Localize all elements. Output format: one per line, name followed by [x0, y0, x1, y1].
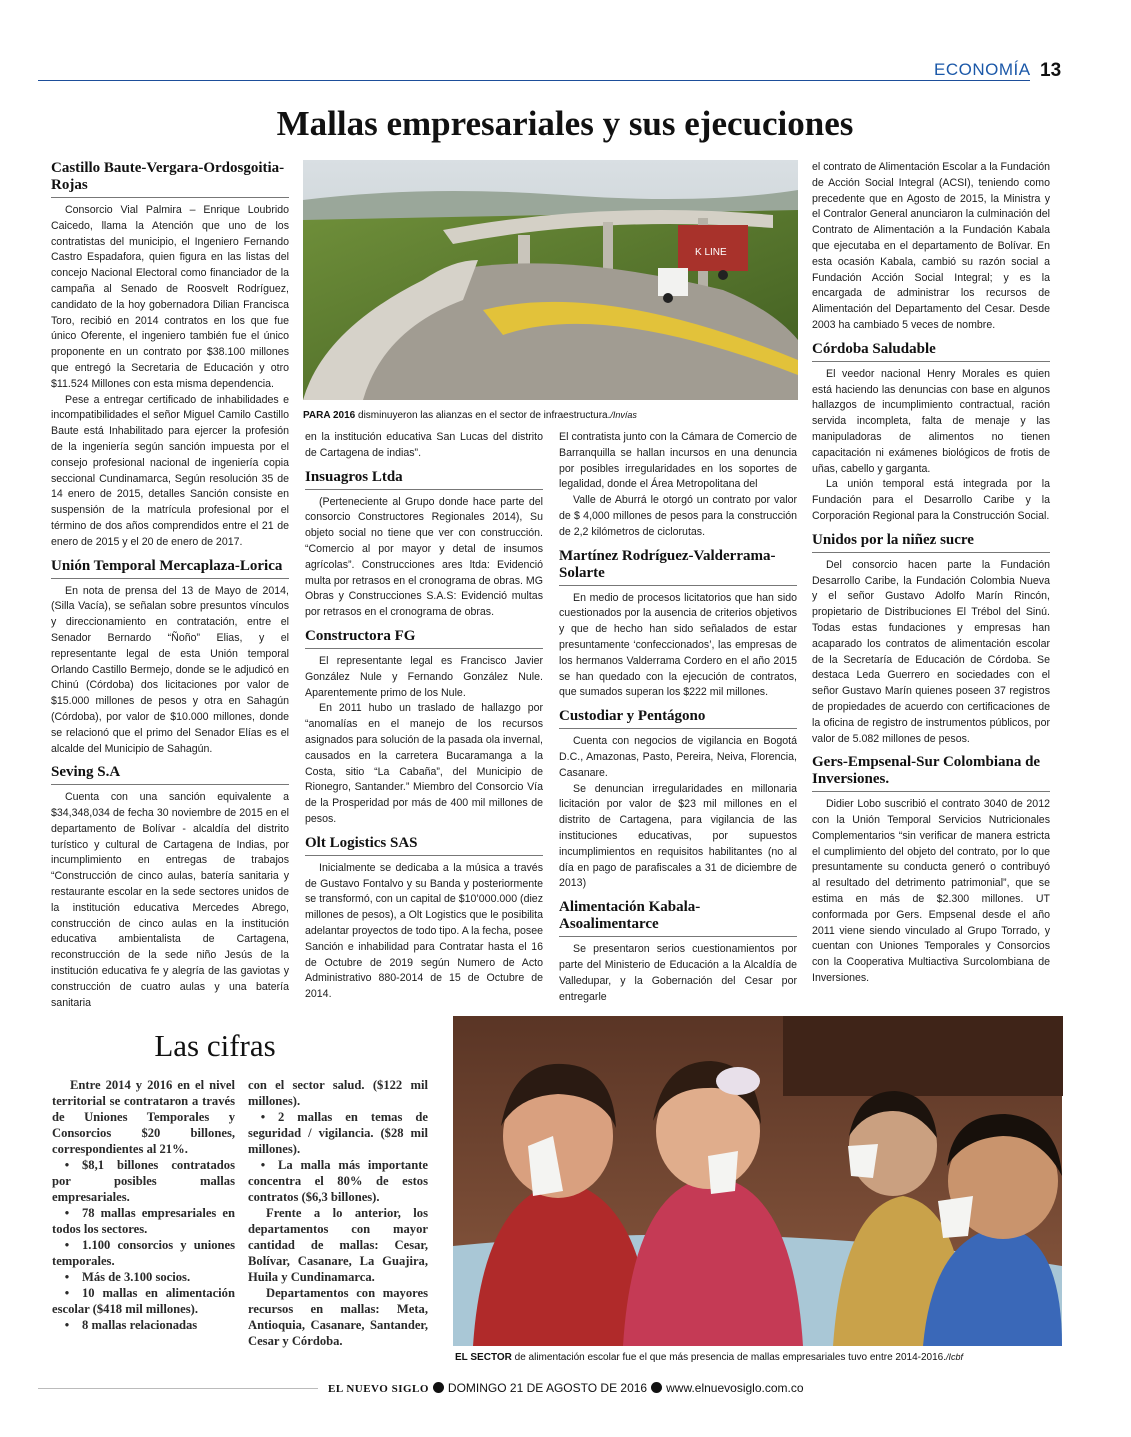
- cifras-item: • La malla más importante concentra el 80% de estos contratos ($6,3 billones).: [248, 1158, 428, 1204]
- footer-date: DOMINGO 21 DE AGOSTO DE 2016: [447, 1381, 648, 1395]
- paragraph: Se presentaron serios cuestionamientos por parte del Ministerio de Educación a la Alcaldía de Valledupar, y la Gobernación del Cesar por entregarle: [559, 943, 797, 1003]
- subhead-cordoba: Córdoba Saludable: [812, 341, 1050, 362]
- paragraph: Inicialmente se dedicaba a la música a través de Gustavo Fontalvo y su Banda y posteriormente se transformó, con un capital de $10’000.000 (diez millones de pesos), a Olt Logistics que le posibilita adelantar proyectos de todo tipo. A la fecha, posee Sanción e inhabilidad para Contratar hasta el 16 de Octubre de 2019 según Numero de Acto Administrativo 880-2014 de 15 de Octubre de 2014.: [305, 861, 543, 1001]
- paragraph: Consorcio Vial Palmira – Enrique Loubrido Caicedo, llama la Atención que uno de los contratistas del municipio, el Ingeniero Fernando Castro Espadafora, quien figura en las listas del concejo Nacional Electoral como financiador de la campaña al Senado de Roosvelt Rodríguez, candidato de la hoy gobernadora Dilian Francisca Toro, recibió en 2014 contratos en los que fue único Oferente, el ingeniero también fue el único proponente en un contrato por $38.100 millones que entregó la Secretaria de Educación y otro $11.524 Millones con esta misma dependencia.: [51, 204, 289, 390]
- bullet-icon: [651, 1382, 662, 1393]
- paragraph: Cuenta con negocios de vigilancia en Bogotá D.C., Amazonas, Pasto, Pereira, Neiva, Florencia, Casanare.: [559, 735, 797, 779]
- photo1-caption-credit: /Invías: [610, 410, 637, 420]
- photo2-caption-credit: /Icbf: [946, 1352, 964, 1362]
- section-name: ECONOMÍA: [934, 60, 1031, 79]
- paragraph: Pese a entregar certificado de inhabilidades e incompatibilidades el señor Miguel Camilo Castillo Baute está Inhabilitado para ejercer la profesión de la ingeniería según sanción impuesta por el consejo profesional nacional de ingeniería copia seccional Cundinamarca, Según resolución 35 de 14 enero de 2015, detalles Sanción consiste en suspensión de la matrícula profesional por el término de dos años comprendidos entre el 21 de enero de 2015 y el 20 de enero de 2017.: [51, 393, 289, 548]
- cifras-intro: Entre 2014 y 2016 en el nivel territorial se contrataron a través de Uniones Temporales y Consorcios $20 billones, correspondientes al 21%.: [52, 1078, 235, 1156]
- subhead-seving: Seving S.A: [51, 764, 289, 785]
- photo1-caption-lead: PARA 2016: [303, 410, 356, 421]
- photo2-caption: [455, 1351, 1065, 1364]
- photo-children: [453, 1016, 1062, 1346]
- header-rule: [38, 80, 1030, 81]
- paragraph: el contrato de Alimentación Escolar a la Fundación de Acción Social Integral (ACSI), teniendo como precedente que en Agosto de 2015, la Ministra y el Contralor General anunciaron la culminación del Contrato de Alimentación a la Fundación Kabala que ejecutaba en el departamento de Bolívar. En esta ocasión Kabala, cambió su razón social a Fundación Acción Social Integral; y es la encargada de administrar los recursos de Alimentación del Departamento del Cesar. Desde 2003 ha cambiado 5 veces de nombre.: [812, 161, 1050, 331]
- footer: [328, 1381, 804, 1395]
- subhead-gers: Gers-Empsenal-Sur Colombiana de Inversiones.: [812, 754, 1050, 792]
- paragraph: En medio de procesos licitatorios que han sido cuestionados por la ausencia de criterios objetivos y que de hecho han sido señalados de estar presuntamente ‘confeccionados’, las empresas de los hermanos Valderrama Cordero en el año 2015 se han quedado con la ejecución de contratos, que sumados superan los $222 mil millones.: [559, 591, 797, 699]
- paragraph: La unión temporal está integrada por la Fundación para el Desarrollo Caribe y la Corporación Regional para la Construcción Social.: [812, 478, 1050, 522]
- paragraph: Didier Lobo suscribió el contrato 3040 de 2012 con la Unión Temporal Servicios Nutricionales Complementarios “sin verificar de manera estricta el cumplimiento del objeto del contrato, por lo que presuntamente su conducta generó o contribuyó al resultado del detrimento patrimonial”, que se estima en más de $2.300 millones. UT conformada por Gers. Empsenal desde el año 2011 viene siendo vinculado al Grupo Torrado, y cuentan con Uniones Temporales y Consorcios con la Cooperativa Multiactiva Surcolombiana de Inversiones.: [812, 798, 1050, 985]
- footer-url: www.elnuevosiglo.com.co: [666, 1381, 804, 1395]
- cifras-column-left: [52, 1077, 235, 1357]
- column-3: [559, 430, 797, 1003]
- subhead-unidos: Unidos por la niñez sucre: [812, 532, 1050, 553]
- cifras-continuation: con el sector salud. ($122 mil millones).: [248, 1078, 428, 1108]
- cifras-title: Las cifras: [154, 1028, 276, 1063]
- photo-overpass: [303, 160, 798, 400]
- cifras-item: • $8,1 billones contratados por posibles mallas empresariales.: [52, 1158, 235, 1204]
- subhead-olt-logistics: Olt Logistics SAS: [305, 835, 543, 856]
- column-1: [51, 160, 289, 1009]
- cifras-item: • 10 mallas en alimentación escolar ($418 mil millones).: [52, 1286, 235, 1316]
- cifras-paragraph: Departamentos con mayores recursos en mallas: Meta, Antioquia, Casanare, Santander, Cesar y Córdoba.: [248, 1286, 428, 1348]
- children-photo-art: [453, 1016, 1062, 1346]
- paragraph: En 2011 hubo un traslado de hallazgo por “anomalías en el manejo de los recursos asignados para solución de la pasada ola invernal, causados en la carretera Bucaramanga a la Costa, sitio “La Cabaña”, del Municipio de Rionegro, Santander.” Miembro del Consorcio Vía de la Prosperidad por más de 400 mil millones de pesos.: [305, 702, 543, 825]
- subhead-custodiar: Custodiar y Pentágono: [559, 708, 797, 729]
- paragraph: Cuenta con una sanción equivalente a $34,348,034 de fecha 30 noviembre de 2015 en el departamento de Bolívar - alcaldía del distrito turístico y cultural de Cartagena de Indias, por incumplimiento en entregas de trabajos “Construcción de cinco aulas, batería sanitaria y restaurante escolar en la sede sectores unidos de la institución educativa Mercedes Abrego, construcción de cinco aulas en la institución educativa ambientalista de Cartagena, reconstrucción de la sede niño Jesús de la institución educativa fe y alegría de las gaviotas y construcción de cuatro aulas y una batería sanitaria: [51, 791, 289, 1009]
- paragraph: en la institución educativa San Lucas del distrito de Cartagena de indias”.: [305, 431, 543, 459]
- truck-label: K LINE: [695, 247, 727, 258]
- cifras-item: • 1.100 consorcios y uniones temporales.: [52, 1238, 235, 1268]
- photo2-caption-text: de alimentación escolar fue el que más presencia de mallas empresariales tuvo entre 2014-2016.: [511, 1352, 947, 1363]
- cifras-item: • 2 mallas en temas de seguridad / vigilancia. ($28 mil millones).: [248, 1110, 428, 1156]
- subhead-kabala: Alimentación Kabala-Asoalimentarce: [559, 899, 797, 937]
- cifras-column-right: [248, 1077, 428, 1357]
- cifras-item: • Más de 3.100 socios.: [64, 1270, 191, 1284]
- footer-brand: EL NUEVO SIGLO: [328, 1383, 429, 1395]
- subhead-insuagros: Insuagros Ltda: [305, 469, 543, 490]
- headline: Mallas empresariales y sus ejecuciones: [276, 104, 854, 143]
- photo1-caption: [303, 409, 798, 422]
- paragraph: El contratista junto con la Cámara de Comercio de Barranquilla se hallan incursos en una denuncia por posibles irregularidades en los soportes de legalidad, donde el Área Metropolitana del: [559, 431, 797, 491]
- paragraph: Del consorcio hacen parte la Fundación Desarrollo Caribe, la Fundación Colombia Nueva y el señor Gustavo Adolfo Marín Rincón, propietario de Distribuciones El Trébol del Sinú. Todas estas fundaciones y empresas han acaparado los contratos de alimentación escolar de la Secretaría de Educación de Córdoba. Se destaca Leda Guerrero en sociedades con el señor Gustavo Marín quienes poseen 37 registros de propiedades de acuerdo con certificaciones de la oficina de registro de instrumentos públicos, por valor de 5.082 millones de pesos.: [812, 558, 1050, 745]
- cifras-item: • 8 mallas relacionadas: [64, 1318, 198, 1332]
- paragraph: Se denuncian irregularidades en millonaria licitación por valor de $23 mil millones en el distrito de Cartagena, para vigilancia de las instituciones educativas, por supuestos incumplimientos en requisitos habilitantes (no al día en pago de parafiscales a 31 de diciembre de 2013): [559, 782, 797, 890]
- subhead-mercaplaza: Unión Temporal Mercaplaza-Lorica: [51, 558, 289, 579]
- paragraph: En nota de prensa del 13 de Mayo de 2014, (Silla Vacía), se señalan sobre presuntos vínculos y direccionamiento en contratación, entre el Senador Bernardo “Ñoño” Elias, y el representante legal de esta Unión temporal Orlando Castillo Bermejo, donde se le adjudicó en Chinú (Córdoba) dos licitaciones por valor de $15.000 millones de pesos y otra en Sahagún (Córdoba), por valor de $10.000 millones, donde se relacionó que el primo del Senador Elías es el alcalde del Municipio de Sahagún.: [51, 584, 289, 755]
- cifras-paragraph: Frente a lo anterior, los departamentos con mayor cantidad de mallas: Cesar, Bolívar, Casanare, La Guajira, Huila y Cundinamarca.: [248, 1206, 428, 1284]
- subhead-castillo: Castillo Baute-Vergara-Ordosgoitia-Rojas: [51, 160, 289, 198]
- cifras-item: • 78 mallas empresariales en todos los sectores.: [52, 1206, 235, 1236]
- paragraph: El representante legal es Francisco Javier González Nule y Fernando González Nule. Aparentemente primo de los Nule.: [305, 654, 543, 699]
- paragraph: Valle de Aburrá le otorgó un contrato por valor de $ 4,000 millones de pesos para la construcción de 2,2 kilómetros de ciclorutas.: [559, 494, 797, 538]
- column-2: [305, 430, 543, 1001]
- subhead-constructora-fg: Constructora FG: [305, 628, 543, 649]
- page-number: 13: [1040, 60, 1062, 81]
- bullet-icon: [433, 1382, 444, 1393]
- paragraph: El veedor nacional Henry Morales es quien está haciendo las denuncias con base en algunos hallazgos de incumplimiento contractual, ración servida incompleta, falta de menaje y las manipuladoras de alimentos no tienen capacitación ni exámenes biológicos de frotis de uñas, cabello y garganta.: [812, 367, 1050, 475]
- subhead-martinez: Martínez Rodríguez-Valderrama-Solarte: [559, 548, 797, 586]
- photo1-caption-text: disminuyeron las alianzas en el sector de infraestructura.: [355, 410, 611, 421]
- photo2-caption-lead: EL SECTOR: [455, 1352, 512, 1363]
- paragraph: (Perteneciente al Grupo donde hace parte del consorcio Constructores Regionales 2014), Su objeto social no tiene que ver con construcción. “Comercio al por mayor y detal de insumos agrícolas”. Construcciones ares ltda: Evidenció multa por retrasos en el cronograma de obras. MG Obras y Construcciones S.A.S: Evidenció multas por retrasos en el cronograma de obras.: [305, 495, 543, 619]
- column-4: [812, 160, 1050, 990]
- footer-rule-left: [38, 1388, 318, 1389]
- overpass-photo-art: [303, 160, 798, 400]
